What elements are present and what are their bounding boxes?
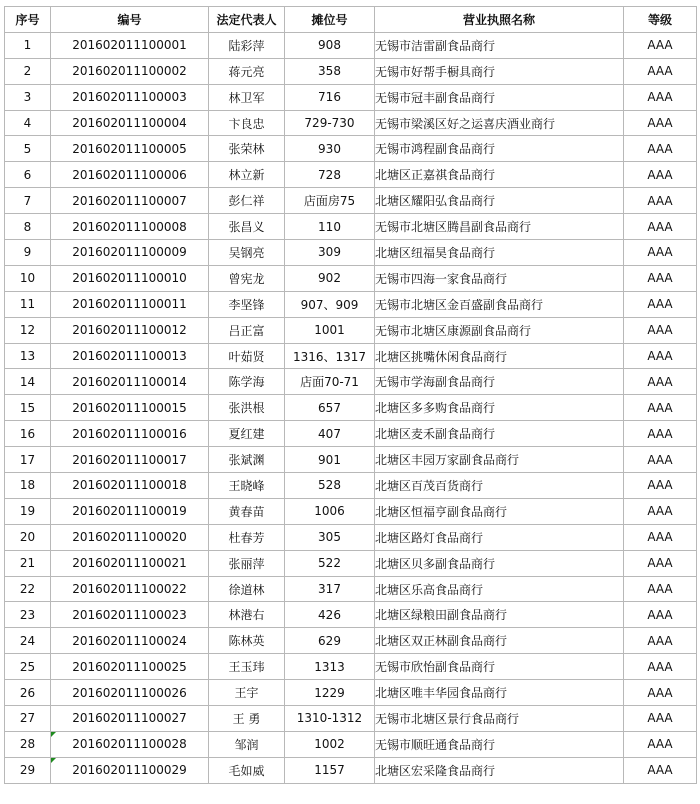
cell-seq: 18 — [5, 473, 51, 499]
cell-code: 201602011100012 — [51, 317, 209, 343]
cell-stall: 902 — [285, 265, 375, 291]
cell-legal-rep: 林立新 — [209, 162, 285, 188]
table-row — [5, 162, 697, 188]
cell-code: 201602011100002 — [51, 58, 209, 84]
cell-seq: 12 — [5, 317, 51, 343]
cell-grade: AAA — [624, 32, 697, 58]
cell-legal-rep: 彭仁祥 — [209, 188, 285, 214]
cell-license-name: 北塘区双正林副食品商行 — [375, 628, 624, 654]
table-row — [5, 291, 697, 317]
cell-code: 201602011100024 — [51, 628, 209, 654]
cell-seq: 22 — [5, 576, 51, 602]
cell-stall: 1157 — [285, 757, 375, 783]
cell-legal-rep: 吴钢亮 — [209, 240, 285, 266]
table-row — [5, 214, 697, 240]
cell-seq: 28 — [5, 731, 51, 757]
cell-stall: 907、909 — [285, 291, 375, 317]
cell-license-name: 北塘区贝多副食品商行 — [375, 550, 624, 576]
cell-stall: 728 — [285, 162, 375, 188]
cell-grade: AAA — [624, 291, 697, 317]
cell-grade: AAA — [624, 317, 697, 343]
cell-grade: AAA — [624, 654, 697, 680]
cell-license-name: 无锡市顺旺通食品商行 — [375, 731, 624, 757]
cell-stall: 522 — [285, 550, 375, 576]
cell-code: 201602011100011 — [51, 291, 209, 317]
cell-legal-rep: 张丽萍 — [209, 550, 285, 576]
table-row — [5, 524, 697, 550]
cell-legal-rep: 夏红建 — [209, 421, 285, 447]
cell-grade: AAA — [624, 524, 697, 550]
cell-stall: 110 — [285, 214, 375, 240]
table-row — [5, 421, 697, 447]
cell-stall: 店面70-71 — [285, 369, 375, 395]
cell-legal-rep: 张斌渊 — [209, 447, 285, 473]
cell-code: 201602011100009 — [51, 240, 209, 266]
cell-legal-rep: 王宇 — [209, 680, 285, 706]
cell-stall: 930 — [285, 136, 375, 162]
cell-legal-rep: 张洪根 — [209, 395, 285, 421]
cell-legal-rep: 张荣林 — [209, 136, 285, 162]
cell-seq: 20 — [5, 524, 51, 550]
cell-license-name: 北塘区纽福昊食品商行 — [375, 240, 624, 266]
cell-license-name: 无锡市北塘区景行食品商行 — [375, 706, 624, 732]
cell-grade: AAA — [624, 680, 697, 706]
table-row — [5, 576, 697, 602]
cell-license-name: 北塘区麦禾副食品商行 — [375, 421, 624, 447]
cell-seq: 4 — [5, 110, 51, 136]
header-license-name: 营业执照名称 — [375, 7, 624, 33]
cell-seq: 26 — [5, 680, 51, 706]
cell-stall: 407 — [285, 421, 375, 447]
cell-license-name: 北塘区恒福亨副食品商行 — [375, 498, 624, 524]
header-legal-rep: 法定代表人 — [209, 7, 285, 33]
cell-code: 201602011100027 — [51, 706, 209, 732]
cell-license-name: 无锡市好帮手橱具商行 — [375, 58, 624, 84]
cell-code: 201602011100018 — [51, 473, 209, 499]
table-row — [5, 498, 697, 524]
cell-legal-rep: 张昌义 — [209, 214, 285, 240]
header-seq: 序号 — [5, 7, 51, 33]
cell-seq: 21 — [5, 550, 51, 576]
table-row — [5, 731, 697, 757]
cell-license-name: 北塘区绿粮田副食品商行 — [375, 602, 624, 628]
table-row — [5, 110, 697, 136]
cell-stall: 358 — [285, 58, 375, 84]
cell-seq: 15 — [5, 395, 51, 421]
table-row — [5, 550, 697, 576]
cell-seq: 23 — [5, 602, 51, 628]
cell-stall: 629 — [285, 628, 375, 654]
cell-grade: AAA — [624, 110, 697, 136]
table-row — [5, 680, 697, 706]
cell-grade: AAA — [624, 498, 697, 524]
cell-legal-rep: 陈林英 — [209, 628, 285, 654]
cell-stall: 店面房75 — [285, 188, 375, 214]
cell-grade: AAA — [624, 473, 697, 499]
table-row — [5, 395, 697, 421]
cell-license-name: 北塘区乐高食品商行 — [375, 576, 624, 602]
cell-stall: 1002 — [285, 731, 375, 757]
cell-code: 201602011100014 — [51, 369, 209, 395]
cell-seq: 10 — [5, 265, 51, 291]
cell-grade: AAA — [624, 240, 697, 266]
cell-code: 201602011100026 — [51, 680, 209, 706]
cell-code: 201602011100016 — [51, 421, 209, 447]
cell-code: 201602011100019 — [51, 498, 209, 524]
table-row — [5, 654, 697, 680]
header-row — [5, 7, 697, 33]
cell-grade: AAA — [624, 136, 697, 162]
cell-stall: 528 — [285, 473, 375, 499]
cell-license-name: 无锡市冠丰副食品商行 — [375, 84, 624, 110]
cell-stall: 305 — [285, 524, 375, 550]
cell-legal-rep: 徐道林 — [209, 576, 285, 602]
cell-license-name: 无锡市鸿程副食品商行 — [375, 136, 624, 162]
table-row — [5, 706, 697, 732]
cell-stall: 908 — [285, 32, 375, 58]
cell-seq: 2 — [5, 58, 51, 84]
cell-license-name: 无锡市四海一家食品商行 — [375, 265, 624, 291]
table-row — [5, 343, 697, 369]
cell-legal-rep: 李坚锋 — [209, 291, 285, 317]
header-stall: 摊位号 — [285, 7, 375, 33]
cell-code: 201602011100029 — [51, 757, 209, 783]
table-row — [5, 265, 697, 291]
cell-legal-rep: 陈学海 — [209, 369, 285, 395]
table-row — [5, 473, 697, 499]
cell-legal-rep: 林港右 — [209, 602, 285, 628]
table-row — [5, 240, 697, 266]
cell-code: 201602011100008 — [51, 214, 209, 240]
cell-license-name: 无锡市洁雷副食品商行 — [375, 32, 624, 58]
cell-stall: 657 — [285, 395, 375, 421]
cell-code: 201602011100004 — [51, 110, 209, 136]
cell-stall: 901 — [285, 447, 375, 473]
cell-legal-rep: 黄春苗 — [209, 498, 285, 524]
cell-license-name: 无锡市学海副食品商行 — [375, 369, 624, 395]
cell-seq: 8 — [5, 214, 51, 240]
cell-code: 201602011100003 — [51, 84, 209, 110]
cell-legal-rep: 蒋元亮 — [209, 58, 285, 84]
cell-grade: AAA — [624, 447, 697, 473]
cell-grade: AAA — [624, 214, 697, 240]
table-row — [5, 136, 697, 162]
cell-grade: AAA — [624, 550, 697, 576]
merchant-grade-table — [4, 6, 697, 784]
cell-code: 201602011100007 — [51, 188, 209, 214]
cell-seq: 16 — [5, 421, 51, 447]
cell-license-name: 北塘区挑嘴休闲食品商行 — [375, 343, 624, 369]
cell-license-name: 无锡市北塘区康源副食品商行 — [375, 317, 624, 343]
cell-grade: AAA — [624, 58, 697, 84]
header-grade: 等级 — [624, 7, 697, 33]
cell-stall: 317 — [285, 576, 375, 602]
cell-legal-rep: 杜春芳 — [209, 524, 285, 550]
table-row — [5, 628, 697, 654]
table-row — [5, 84, 697, 110]
cell-grade: AAA — [624, 369, 697, 395]
cell-license-name: 北塘区宏采隆食品商行 — [375, 757, 624, 783]
cell-license-name: 无锡市北塘区腾昌副食品商行 — [375, 214, 624, 240]
table-row — [5, 58, 697, 84]
cell-grade: AAA — [624, 757, 697, 783]
cell-code: 201602011100021 — [51, 550, 209, 576]
cell-seq: 27 — [5, 706, 51, 732]
cell-stall: 729-730 — [285, 110, 375, 136]
cell-code: 201602011100001 — [51, 32, 209, 58]
cell-seq: 3 — [5, 84, 51, 110]
cell-stall: 1310-1312 — [285, 706, 375, 732]
cell-grade: AAA — [624, 628, 697, 654]
cell-code: 201602011100025 — [51, 654, 209, 680]
cell-code: 201602011100015 — [51, 395, 209, 421]
cell-stall: 1006 — [285, 498, 375, 524]
cell-stall: 1316、1317 — [285, 343, 375, 369]
cell-license-name: 北塘区路灯食品商行 — [375, 524, 624, 550]
cell-seq: 9 — [5, 240, 51, 266]
cell-stall: 426 — [285, 602, 375, 628]
cell-legal-rep: 陆彩萍 — [209, 32, 285, 58]
cell-license-name: 北塘区唯丰华园食品商行 — [375, 680, 624, 706]
cell-seq: 11 — [5, 291, 51, 317]
cell-stall: 716 — [285, 84, 375, 110]
cell-code: 201602011100005 — [51, 136, 209, 162]
header-code: 编号 — [51, 7, 209, 33]
table-row — [5, 369, 697, 395]
table-row — [5, 188, 697, 214]
cell-license-name: 北塘区百茂百货商行 — [375, 473, 624, 499]
cell-legal-rep: 王晓峰 — [209, 473, 285, 499]
cell-license-name: 无锡市北塘区金百盛副食品商行 — [375, 291, 624, 317]
cell-code: 201602011100010 — [51, 265, 209, 291]
table-row — [5, 317, 697, 343]
cell-code: 201602011100013 — [51, 343, 209, 369]
cell-legal-rep: 卞良忠 — [209, 110, 285, 136]
cell-grade: AAA — [624, 188, 697, 214]
cell-license-name: 北塘区正嘉祺食品商行 — [375, 162, 624, 188]
cell-grade: AAA — [624, 395, 697, 421]
cell-seq: 13 — [5, 343, 51, 369]
cell-stall: 309 — [285, 240, 375, 266]
table-row — [5, 757, 697, 783]
cell-license-name: 北塘区丰园万家副食品商行 — [375, 447, 624, 473]
cell-legal-rep: 王 勇 — [209, 706, 285, 732]
cell-grade: AAA — [624, 265, 697, 291]
cell-seq: 17 — [5, 447, 51, 473]
cell-seq: 25 — [5, 654, 51, 680]
cell-code: 201602011100017 — [51, 447, 209, 473]
cell-grade: AAA — [624, 731, 697, 757]
cell-grade: AAA — [624, 706, 697, 732]
cell-grade: AAA — [624, 421, 697, 447]
cell-stall: 1313 — [285, 654, 375, 680]
cell-grade: AAA — [624, 602, 697, 628]
cell-seq: 24 — [5, 628, 51, 654]
cell-grade: AAA — [624, 84, 697, 110]
cell-legal-rep: 林卫军 — [209, 84, 285, 110]
cell-code: 201602011100020 — [51, 524, 209, 550]
table-row — [5, 602, 697, 628]
table-row — [5, 447, 697, 473]
cell-legal-rep: 毛如威 — [209, 757, 285, 783]
cell-license-name: 北塘区多多购食品商行 — [375, 395, 624, 421]
table-row — [5, 32, 697, 58]
cell-code: 201602011100022 — [51, 576, 209, 602]
cell-seq: 19 — [5, 498, 51, 524]
cell-grade: AAA — [624, 343, 697, 369]
cell-seq: 5 — [5, 136, 51, 162]
cell-license-name: 北塘区耀阳弘食品商行 — [375, 188, 624, 214]
cell-code: 201602011100023 — [51, 602, 209, 628]
cell-code: 201602011100006 — [51, 162, 209, 188]
cell-license-name: 无锡市欣怡副食品商行 — [375, 654, 624, 680]
cell-seq: 29 — [5, 757, 51, 783]
cell-seq: 1 — [5, 32, 51, 58]
cell-legal-rep: 叶茹贤 — [209, 343, 285, 369]
cell-legal-rep: 王玉玮 — [209, 654, 285, 680]
cell-code: 201602011100028 — [51, 731, 209, 757]
cell-license-name: 无锡市梁溪区好之运喜庆酒业商行 — [375, 110, 624, 136]
cell-seq: 14 — [5, 369, 51, 395]
cell-seq: 6 — [5, 162, 51, 188]
cell-grade: AAA — [624, 576, 697, 602]
cell-legal-rep: 吕正富 — [209, 317, 285, 343]
cell-seq: 7 — [5, 188, 51, 214]
cell-grade: AAA — [624, 162, 697, 188]
cell-legal-rep: 曾宪龙 — [209, 265, 285, 291]
cell-stall: 1001 — [285, 317, 375, 343]
cell-legal-rep: 邹润 — [209, 731, 285, 757]
cell-stall: 1229 — [285, 680, 375, 706]
